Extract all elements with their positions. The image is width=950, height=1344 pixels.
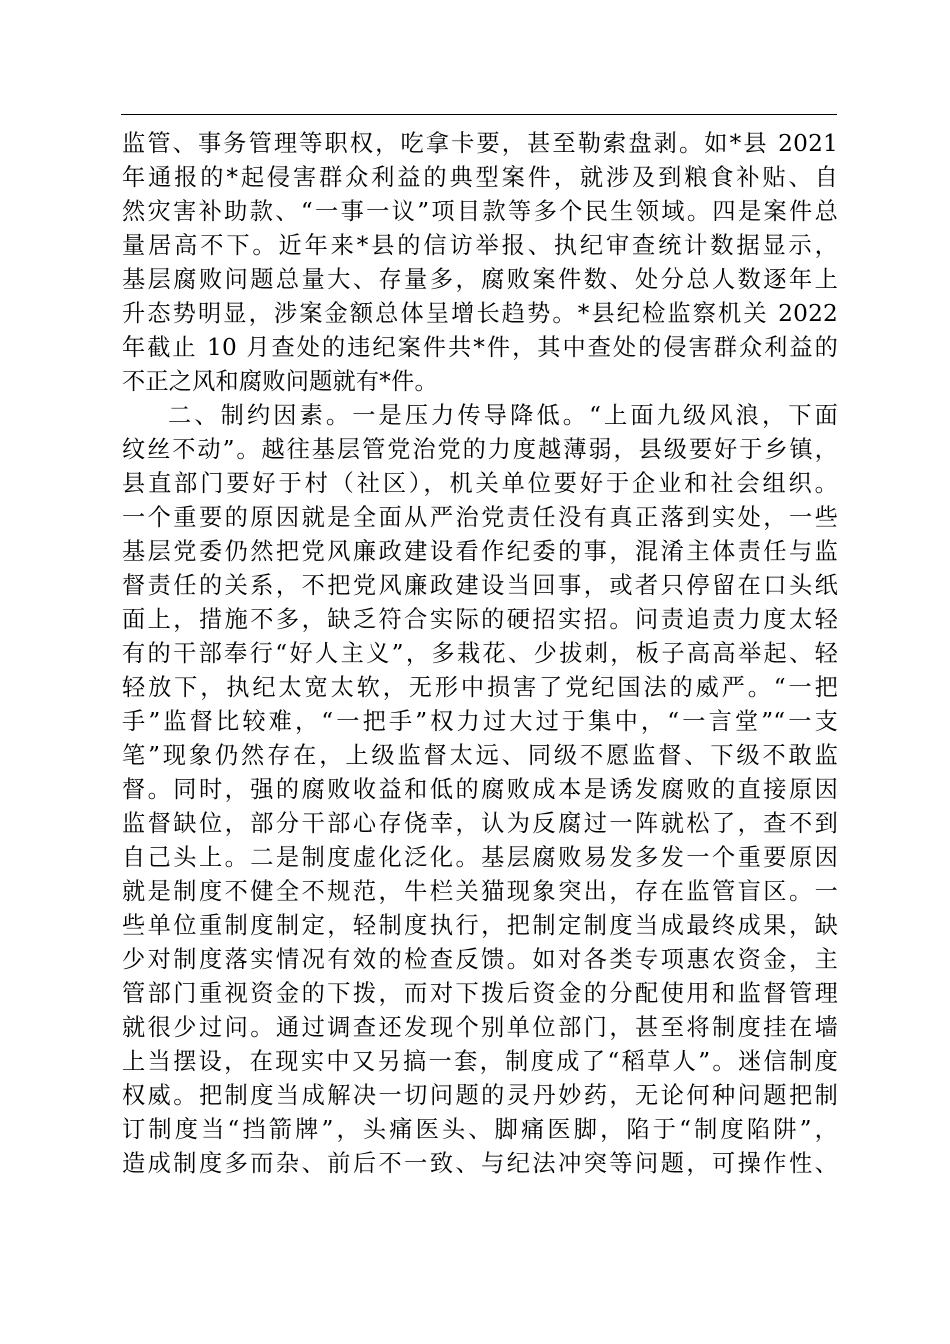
text-line: 自己头上。二是制度虚化泛化。基层腐败易发多发一个重要原因: [122, 844, 838, 871]
text-line: 然灾害补助款、“一事一议”项目款等多个民生领域。四是案件总: [122, 198, 838, 225]
header-rule: [121, 114, 837, 115]
text-line: 年截止 10 月查处的违纪案件共*件，其中查处的侵害群众利益的: [122, 334, 838, 361]
text-line: 基层腐败问题总量大、存量多，腐败案件数、处分总人数逐年上: [122, 266, 838, 293]
text-line: 就很少过问。通过调查还发现个别单位部门，甚至将制度挂在墙: [122, 1014, 838, 1041]
text-line: 权威。把制度当成解决一切问题的灵丹妙药，无论何种问题把制: [122, 1082, 838, 1109]
text-line: 有的干部奉行“好人主义”，多栽花、少拔刺，板子高高举起、轻: [122, 640, 838, 667]
text-line: 督责任的关系，不把党风廉政建设当回事，或者只停留在口头纸: [122, 572, 838, 599]
text-line: 基层党委仍然把党风廉政建设看作纪委的事，混淆主体责任与监: [122, 538, 838, 565]
text-line: 监督缺位，部分干部心存侥幸，认为反腐过一阵就松了，查不到: [122, 810, 838, 837]
text-line: 二、制约因素。一是压力传导降低。“上面九级风浪，下面: [168, 402, 838, 429]
text-line: 一个重要的原因就是全面从严治党责任没有真正落到实处，一些: [122, 504, 838, 531]
text-line: 面上，措施不多，缺乏符合实际的硬招实招。问责追责力度太轻: [122, 606, 838, 633]
text-line: 升态势明显，涉案金额总体呈增长趋势。*县纪检监察机关 2022: [122, 300, 838, 327]
text-line: 些单位重制度制定，轻制度执行，把制定制度当成最终成果，缺: [122, 912, 838, 939]
text-line: 少对制度落实情况有效的检查反馈。如对各类专项惠农资金，主: [122, 946, 838, 973]
text-line: 年通报的*起侵害群众利益的典型案件，就涉及到粮食补贴、自: [122, 164, 838, 191]
text-line: 造成制度多而杂、前后不一致、与纪法冲突等问题，可操作性、: [122, 1150, 838, 1177]
text-line: 轻放下，执纪太宽太软，无形中损害了党纪国法的威严。“一把: [122, 674, 838, 701]
text-line: 不正之风和腐败问题就有*件。: [122, 368, 438, 395]
text-line: 就是制度不健全不规范，牛栏关猫现象突出，存在监管盲区。一: [122, 878, 838, 905]
text-line: 县直部门要好于村（社区），机关单位要好于企业和社会组织。: [122, 470, 838, 497]
text-line: 督。同时，强的腐败收益和低的腐败成本是诱发腐败的直接原因: [122, 776, 838, 803]
text-line: 手”监督比较难，“一把手”权力过大过于集中，“一言堂”“一支: [122, 708, 838, 735]
text-line: 管部门重视资金的下拨，而对下拨后资金的分配使用和监督管理: [122, 980, 838, 1007]
text-line: 笔”现象仍然存在，上级监督太远、同级不愿监督、下级不敢监: [122, 742, 838, 769]
text-line: 量居高不下。近年来*县的信访举报、执纪审查统计数据显示，: [122, 232, 838, 259]
text-line: 上当摆设，在现实中又另搞一套，制度成了“稻草人”。迷信制度: [122, 1048, 838, 1075]
text-line: 监管、事务管理等职权，吃拿卡要，甚至勒索盘剥。如*县 2021: [122, 130, 838, 157]
text-line: 纹丝不动”。越往基层管党治党的力度越薄弱，县级要好于乡镇，: [122, 436, 838, 463]
text-line: 订制度当“挡箭牌”，头痛医头、脚痛医脚，陷于“制度陷阱”，: [122, 1116, 838, 1143]
